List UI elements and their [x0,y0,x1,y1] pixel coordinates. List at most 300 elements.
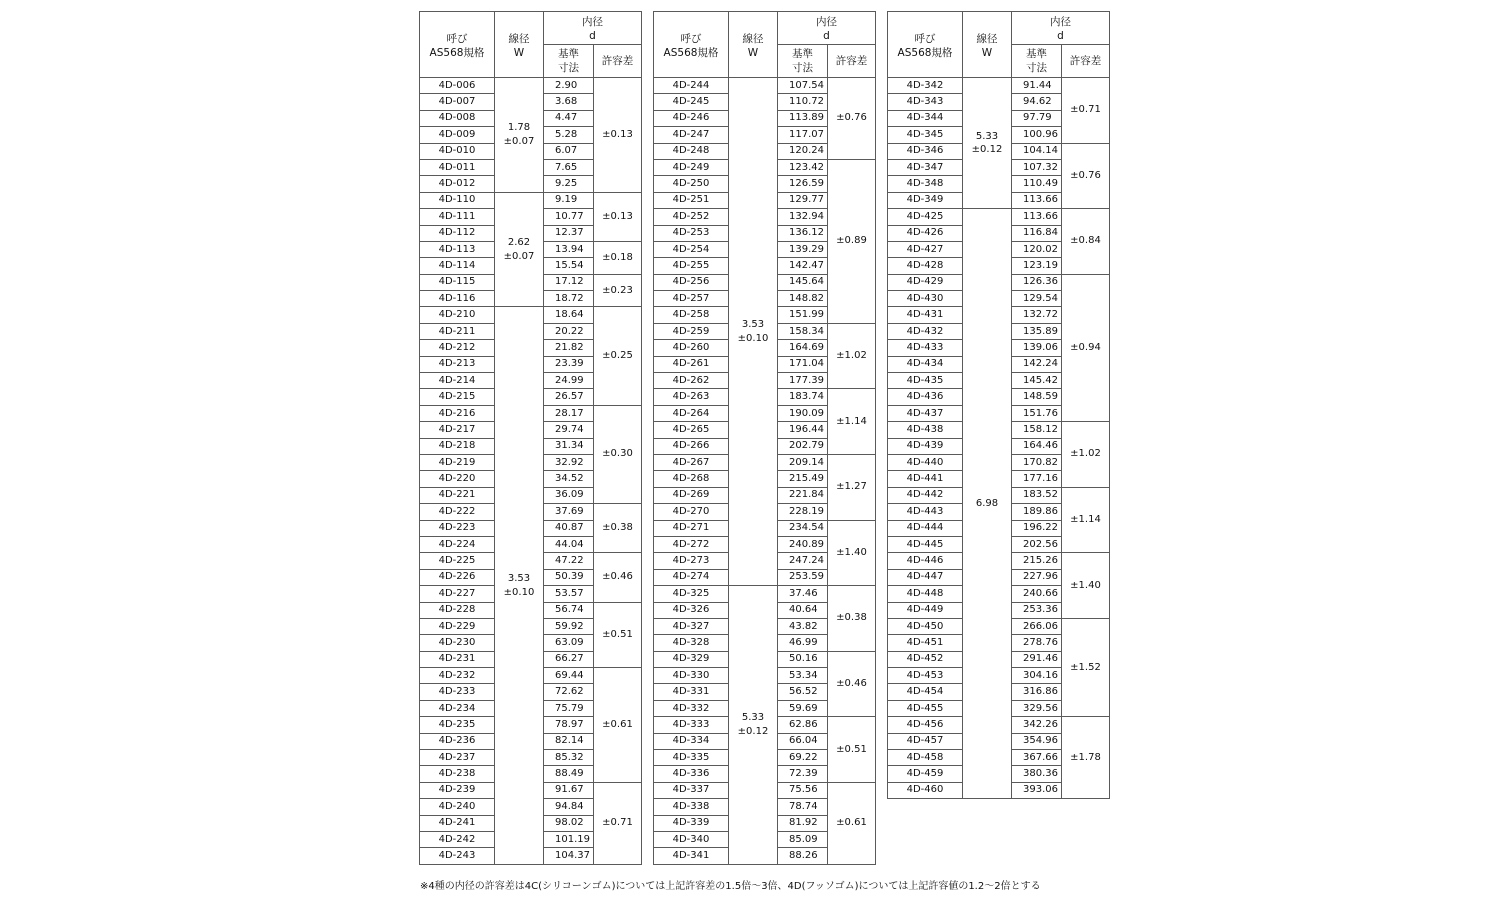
size-code: 4D-245 [654,94,729,110]
inner-diameter-value: 104.37 [544,848,594,864]
inner-diameter-value: 7.65 [544,159,594,175]
size-code: 4D-115 [420,274,495,290]
size-code: 4D-344 [888,110,963,126]
size-code: 4D-110 [420,192,495,208]
size-code: 4D-455 [888,700,963,716]
size-code: 4D-458 [888,750,963,766]
size-code: 4D-450 [888,618,963,634]
size-code: 4D-240 [420,799,495,815]
inner-diameter-value: 98.02 [544,815,594,831]
inner-diameter-value: 66.27 [544,651,594,667]
header-base-dimension: 基準 寸法 [544,45,594,78]
inner-diameter-value: 177.39 [778,373,828,389]
header-name: 呼び AS568規格 [420,12,495,78]
inner-diameter-value: 116.84 [1012,225,1062,241]
size-code: 4D-212 [420,340,495,356]
size-code: 4D-457 [888,733,963,749]
size-code: 4D-239 [420,782,495,798]
size-code: 4D-327 [654,618,729,634]
inner-diameter-value: 88.49 [544,766,594,782]
size-code: 4D-449 [888,602,963,618]
size-code: 4D-238 [420,766,495,782]
tolerance-value: ±0.84 [1062,209,1110,275]
inner-diameter-value: 393.06 [1012,782,1062,798]
size-code: 4D-220 [420,471,495,487]
size-code: 4D-221 [420,487,495,503]
size-code: 4D-251 [654,192,729,208]
inner-diameter-value: 126.59 [778,176,828,192]
inner-diameter-value: 91.67 [544,782,594,798]
spec-table-3 [887,11,1110,799]
tolerance-value: ±1.52 [1062,618,1110,716]
size-code: 4D-235 [420,717,495,733]
inner-diameter-value: 53.57 [544,586,594,602]
size-code: 4D-247 [654,127,729,143]
inner-diameter-value: 17.12 [544,274,594,290]
size-code: 4D-271 [654,520,729,536]
inner-diameter-value: 240.66 [1012,586,1062,602]
size-code: 4D-339 [654,815,729,831]
inner-diameter-value: 253.59 [778,569,828,585]
inner-diameter-value: 253.36 [1012,602,1062,618]
inner-diameter-value: 100.96 [1012,127,1062,143]
inner-diameter-value: 23.39 [544,356,594,372]
size-code: 4D-341 [654,848,729,864]
inner-diameter-value: 183.74 [778,389,828,405]
size-code: 4D-340 [654,831,729,847]
size-code: 4D-211 [420,323,495,339]
size-code: 4D-453 [888,668,963,684]
size-code: 4D-428 [888,258,963,274]
size-code: 4D-272 [654,536,729,552]
wire-diameter: 5.33 ±0.12 [963,78,1012,209]
size-code: 4D-459 [888,766,963,782]
inner-diameter-value: 171.04 [778,356,828,372]
inner-diameter-value: 183.52 [1012,487,1062,503]
inner-diameter-value: 53.34 [778,668,828,684]
size-code: 4D-227 [420,586,495,602]
size-code: 4D-434 [888,356,963,372]
inner-diameter-value: 63.09 [544,635,594,651]
footnote: ※4種の内径の許容差は4C(シリコーンゴム)については上記許容差の1.5倍～3倍、4D(フッソゴム)については上記許容値の1.2～2倍とする [420,881,1041,892]
size-code: 4D-231 [420,651,495,667]
size-code: 4D-427 [888,241,963,257]
inner-diameter-value: 18.64 [544,307,594,323]
inner-diameter-value: 85.09 [778,831,828,847]
size-code: 4D-255 [654,258,729,274]
header-wire: 線径 W [963,12,1012,78]
size-code: 4D-443 [888,504,963,520]
size-code: 4D-429 [888,274,963,290]
spec-table-2 [653,11,876,865]
inner-diameter-value: 46.99 [778,635,828,651]
size-code: 4D-261 [654,356,729,372]
size-code: 4D-213 [420,356,495,372]
inner-diameter-value: 139.06 [1012,340,1062,356]
inner-diameter-value: 110.72 [778,94,828,110]
inner-diameter-value: 247.24 [778,553,828,569]
size-code: 4D-438 [888,422,963,438]
inner-diameter-value: 367.66 [1012,750,1062,766]
inner-diameter-value: 228.19 [778,504,828,520]
inner-diameter-value: 142.24 [1012,356,1062,372]
size-code: 4D-009 [420,127,495,143]
size-code: 4D-335 [654,750,729,766]
inner-diameter-value: 266.06 [1012,618,1062,634]
tolerance-value: ±1.02 [828,323,876,389]
size-code: 4D-228 [420,602,495,618]
inner-diameter-value: 316.86 [1012,684,1062,700]
header-tolerance: 許容差 [1062,45,1110,78]
inner-diameter-value: 190.09 [778,405,828,421]
header-wire: 線径 W [495,12,544,78]
header-tolerance: 許容差 [828,45,876,78]
size-code: 4D-273 [654,553,729,569]
inner-diameter-value: 69.22 [778,750,828,766]
size-code: 4D-447 [888,569,963,585]
inner-diameter-value: 10.77 [544,209,594,225]
size-code: 4D-229 [420,618,495,634]
inner-diameter-value: 215.49 [778,471,828,487]
inner-diameter-value: 123.42 [778,159,828,175]
size-code: 4D-234 [420,700,495,716]
size-code: 4D-219 [420,454,495,470]
tolerance-value: ±0.18 [594,241,642,274]
inner-diameter-value: 132.72 [1012,307,1062,323]
inner-diameter-value: 5.28 [544,127,594,143]
inner-diameter-value: 234.54 [778,520,828,536]
table-row [420,78,642,94]
tolerance-value: ±0.38 [828,586,876,652]
size-code: 4D-253 [654,225,729,241]
inner-diameter-value: 24.99 [544,373,594,389]
inner-diameter-value: 94.84 [544,799,594,815]
size-code: 4D-224 [420,536,495,552]
inner-diameter-value: 72.39 [778,766,828,782]
size-code: 4D-218 [420,438,495,454]
size-code: 4D-007 [420,94,495,110]
size-code: 4D-241 [420,815,495,831]
tolerance-value: ±0.38 [594,504,642,553]
tolerance-value: ±0.13 [594,192,642,241]
inner-diameter-value: 221.84 [778,487,828,503]
size-code: 4D-274 [654,569,729,585]
inner-diameter-value: 113.66 [1012,209,1062,225]
inner-diameter-value: 107.32 [1012,159,1062,175]
size-code: 4D-329 [654,651,729,667]
size-code: 4D-347 [888,159,963,175]
size-code: 4D-226 [420,569,495,585]
size-code: 4D-337 [654,782,729,798]
header-name: 呼び AS568規格 [654,12,729,78]
size-code: 4D-257 [654,291,729,307]
inner-diameter-value: 380.36 [1012,766,1062,782]
size-code: 4D-430 [888,291,963,307]
table-row [654,78,876,94]
inner-diameter-value: 202.79 [778,438,828,454]
inner-diameter-value: 120.24 [778,143,828,159]
inner-diameter-value: 37.69 [544,504,594,520]
size-code: 4D-334 [654,733,729,749]
tolerance-value: ±1.02 [1062,422,1110,488]
inner-diameter-value: 9.19 [544,192,594,208]
size-code: 4D-269 [654,487,729,503]
inner-diameter-value: 136.12 [778,225,828,241]
inner-diameter-value: 28.17 [544,405,594,421]
tolerance-value: ±0.76 [1062,143,1110,209]
header-name: 呼び AS568規格 [888,12,963,78]
inner-diameter-value: 113.89 [778,110,828,126]
size-code: 4D-263 [654,389,729,405]
size-code: 4D-336 [654,766,729,782]
wire-diameter: 3.53 ±0.10 [729,78,778,586]
tolerance-value: ±1.27 [828,454,876,520]
size-code: 4D-332 [654,700,729,716]
tolerance-value: ±0.30 [594,405,642,503]
size-code: 4D-452 [888,651,963,667]
inner-diameter-value: 40.64 [778,602,828,618]
wire-diameter: 3.53 ±0.10 [495,307,544,864]
size-code: 4D-248 [654,143,729,159]
tolerance-value: ±1.14 [828,389,876,455]
inner-diameter-value: 75.79 [544,700,594,716]
tolerance-value: ±0.89 [828,159,876,323]
size-code: 4D-250 [654,176,729,192]
inner-diameter-value: 9.25 [544,176,594,192]
spec-table-1 [419,11,642,865]
inner-diameter-value: 158.34 [778,323,828,339]
inner-diameter-value: 40.87 [544,520,594,536]
size-code: 4D-326 [654,602,729,618]
inner-diameter-value: 132.94 [778,209,828,225]
inner-diameter-value: 44.04 [544,536,594,552]
inner-diameter-value: 148.59 [1012,389,1062,405]
size-code: 4D-233 [420,684,495,700]
inner-diameter-value: 129.54 [1012,291,1062,307]
size-code: 4D-266 [654,438,729,454]
inner-diameter-value: 113.66 [1012,192,1062,208]
size-code: 4D-439 [888,438,963,454]
size-code: 4D-451 [888,635,963,651]
size-code: 4D-010 [420,143,495,159]
inner-diameter-value: 240.89 [778,536,828,552]
tolerance-value: ±0.13 [594,78,642,193]
inner-diameter-value: 26.57 [544,389,594,405]
size-code: 4D-456 [888,717,963,733]
wire-diameter: 5.33 ±0.12 [729,586,778,865]
tolerance-value: ±0.71 [1062,78,1110,144]
size-code: 4D-343 [888,94,963,110]
size-code: 4D-342 [888,78,963,94]
size-code: 4D-223 [420,520,495,536]
inner-diameter-value: 56.52 [778,684,828,700]
size-code: 4D-230 [420,635,495,651]
tolerance-value: ±0.94 [1062,274,1110,422]
size-code: 4D-433 [888,340,963,356]
table-row [888,78,1110,94]
tolerance-value: ±0.46 [828,651,876,717]
size-code: 4D-346 [888,143,963,159]
size-code: 4D-440 [888,454,963,470]
inner-diameter-value: 164.69 [778,340,828,356]
size-code: 4D-325 [654,586,729,602]
size-code: 4D-333 [654,717,729,733]
inner-diameter-value: 151.76 [1012,405,1062,421]
inner-diameter-value: 13.94 [544,241,594,257]
inner-diameter-value: 107.54 [778,78,828,94]
size-code: 4D-267 [654,454,729,470]
size-code: 4D-446 [888,553,963,569]
inner-diameter-value: 329.56 [1012,700,1062,716]
tolerance-value: ±0.23 [594,274,642,307]
inner-diameter-value: 32.92 [544,454,594,470]
inner-diameter-value: 20.22 [544,323,594,339]
size-code: 4D-246 [654,110,729,126]
size-code: 4D-460 [888,782,963,798]
size-code: 4D-348 [888,176,963,192]
tolerance-value: ±1.14 [1062,487,1110,553]
inner-diameter-value: 215.26 [1012,553,1062,569]
header-inner-diameter: 内径 d [544,12,642,45]
inner-diameter-value: 142.47 [778,258,828,274]
inner-diameter-value: 129.77 [778,192,828,208]
size-code: 4D-217 [420,422,495,438]
size-code: 4D-011 [420,159,495,175]
size-code: 4D-258 [654,307,729,323]
inner-diameter-value: 56.74 [544,602,594,618]
inner-diameter-value: 47.22 [544,553,594,569]
size-code: 4D-249 [654,159,729,175]
wire-diameter: 2.62 ±0.07 [495,192,544,307]
inner-diameter-value: 59.92 [544,618,594,634]
tolerance-value: ±0.76 [828,78,876,160]
inner-diameter-value: 88.26 [778,848,828,864]
size-code: 4D-012 [420,176,495,192]
inner-diameter-value: 75.56 [778,782,828,798]
size-code: 4D-426 [888,225,963,241]
size-code: 4D-114 [420,258,495,274]
size-code: 4D-425 [888,209,963,225]
inner-diameter-value: 78.74 [778,799,828,815]
size-code: 4D-268 [654,471,729,487]
inner-diameter-value: 145.42 [1012,373,1062,389]
inner-diameter-value: 117.07 [778,127,828,143]
inner-diameter-value: 196.44 [778,422,828,438]
inner-diameter-value: 94.62 [1012,94,1062,110]
size-code: 4D-330 [654,668,729,684]
inner-diameter-value: 3.68 [544,94,594,110]
tolerance-value: ±0.71 [594,782,642,864]
table-row [654,586,876,602]
size-code: 4D-328 [654,635,729,651]
inner-diameter-value: 50.16 [778,651,828,667]
inner-diameter-value: 21.82 [544,340,594,356]
tolerance-value: ±1.78 [1062,717,1110,799]
inner-diameter-value: 148.82 [778,291,828,307]
size-code: 4D-006 [420,78,495,94]
header-base-dimension: 基準 寸法 [1012,45,1062,78]
inner-diameter-value: 4.47 [544,110,594,126]
size-code: 4D-237 [420,750,495,766]
inner-diameter-value: 18.72 [544,291,594,307]
size-code: 4D-441 [888,471,963,487]
inner-diameter-value: 135.89 [1012,323,1062,339]
size-code: 4D-225 [420,553,495,569]
size-code: 4D-431 [888,307,963,323]
inner-diameter-value: 151.99 [778,307,828,323]
inner-diameter-value: 209.14 [778,454,828,470]
inner-diameter-value: 110.49 [1012,176,1062,192]
size-code: 4D-244 [654,78,729,94]
size-code: 4D-008 [420,110,495,126]
size-code: 4D-454 [888,684,963,700]
inner-diameter-value: 177.16 [1012,471,1062,487]
size-code: 4D-264 [654,405,729,421]
inner-diameter-value: 104.14 [1012,143,1062,159]
inner-diameter-value: 158.12 [1012,422,1062,438]
size-code: 4D-112 [420,225,495,241]
inner-diameter-value: 85.32 [544,750,594,766]
size-code: 4D-448 [888,586,963,602]
inner-diameter-value: 189.86 [1012,504,1062,520]
wire-diameter: 1.78 ±0.07 [495,78,544,193]
inner-diameter-value: 2.90 [544,78,594,94]
inner-diameter-value: 164.46 [1012,438,1062,454]
inner-diameter-value: 139.29 [778,241,828,257]
size-code: 4D-113 [420,241,495,257]
inner-diameter-value: 6.07 [544,143,594,159]
size-code: 4D-210 [420,307,495,323]
inner-diameter-value: 145.64 [778,274,828,290]
inner-diameter-value: 123.19 [1012,258,1062,274]
inner-diameter-value: 202.56 [1012,536,1062,552]
inner-diameter-value: 354.96 [1012,733,1062,749]
size-code: 4D-214 [420,373,495,389]
size-code: 4D-270 [654,504,729,520]
inner-diameter-value: 342.26 [1012,717,1062,733]
inner-diameter-value: 291.46 [1012,651,1062,667]
inner-diameter-value: 227.96 [1012,569,1062,585]
tolerance-value: ±0.61 [594,668,642,783]
inner-diameter-value: 34.52 [544,471,594,487]
inner-diameter-value: 101.19 [544,831,594,847]
tolerance-value: ±0.51 [594,602,642,668]
size-code: 4D-349 [888,192,963,208]
inner-diameter-value: 82.14 [544,733,594,749]
header-inner-diameter: 内径 d [1012,12,1110,45]
inner-diameter-value: 278.76 [1012,635,1062,651]
size-code: 4D-236 [420,733,495,749]
inner-diameter-value: 43.82 [778,618,828,634]
size-code: 4D-435 [888,373,963,389]
inner-diameter-value: 59.69 [778,700,828,716]
inner-diameter-value: 126.36 [1012,274,1062,290]
header-inner-diameter: 内径 d [778,12,876,45]
inner-diameter-value: 31.34 [544,438,594,454]
inner-diameter-value: 91.44 [1012,78,1062,94]
inner-diameter-value: 66.04 [778,733,828,749]
inner-diameter-value: 81.92 [778,815,828,831]
inner-diameter-value: 62.86 [778,717,828,733]
size-code: 4D-252 [654,209,729,225]
inner-diameter-value: 120.02 [1012,241,1062,257]
inner-diameter-value: 15.54 [544,258,594,274]
inner-diameter-value: 78.97 [544,717,594,733]
size-code: 4D-265 [654,422,729,438]
size-code: 4D-216 [420,405,495,421]
inner-diameter-value: 36.09 [544,487,594,503]
size-code: 4D-444 [888,520,963,536]
